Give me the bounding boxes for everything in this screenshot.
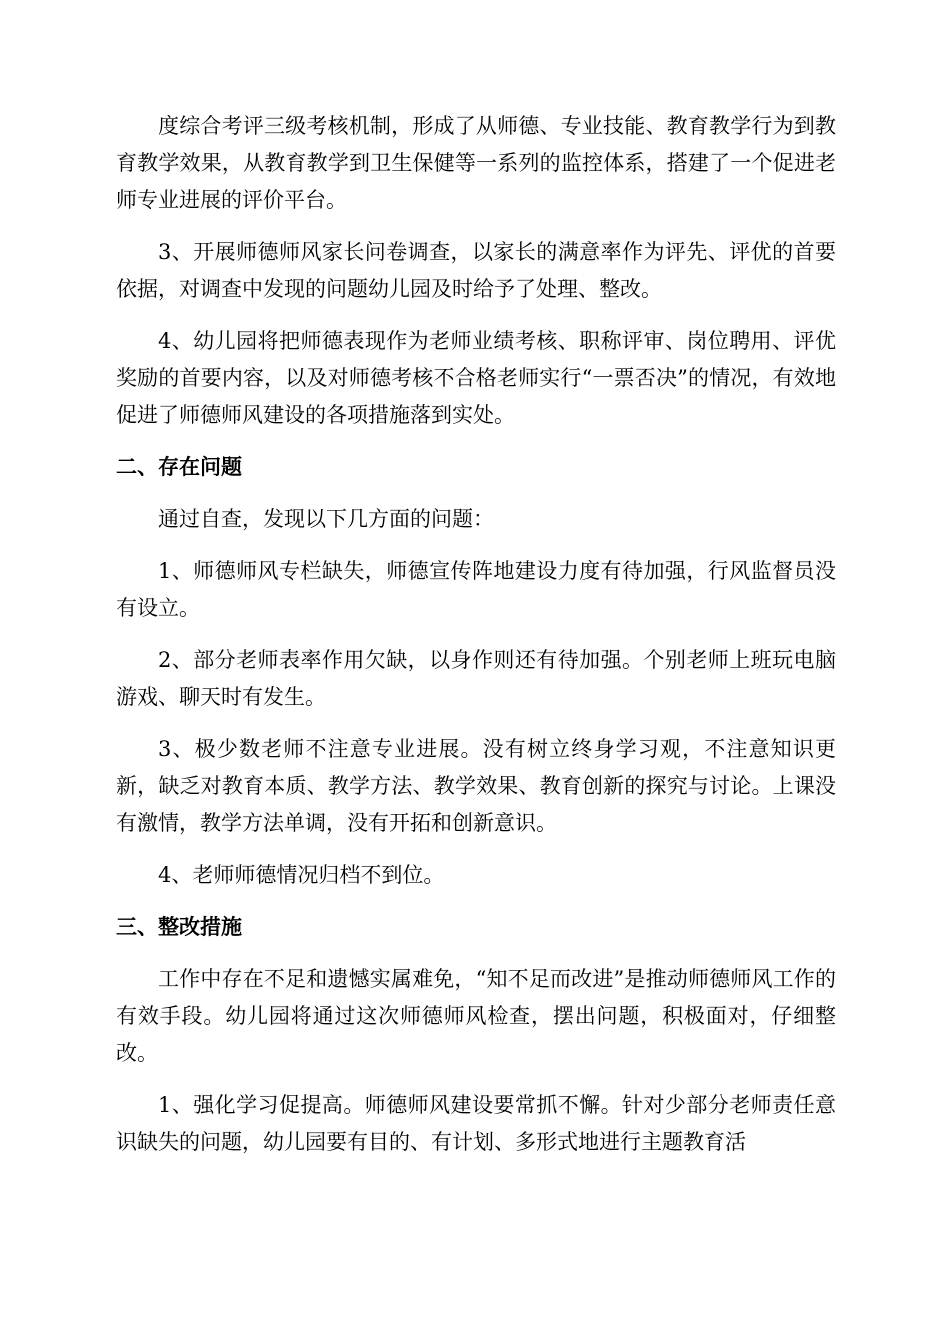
paragraph-parent-survey: 3、开展师德师风家长问卷调查，以家长的满意率作为评先、评优的首要依据，对调查中发现的问题幼儿园及时给予了处理、整改。: [116, 240, 836, 301]
paragraph-problem-2: 2、部分老师表率作用欠缺，以身作则还有待加强。个别老师上班玩电脑游戏、聊天时有发生。: [116, 648, 836, 709]
paragraph-problem-4: 4、老师师德情况归档不到位。: [158, 863, 445, 887]
section-heading-problems: 二、存在问题: [116, 455, 242, 479]
paragraph-evaluation-system: 度综合考评三级考核机制，形成了从师德、专业技能、教育教学行为到教育教学效果，从教育教学到卫生保健等一系列的监控体系，搭建了一个促进老师专业进展的评价平台。: [116, 114, 836, 212]
paragraph-ethics-assessment: 4、幼儿园将把师德表现作为老师业绩考核、职称评审、岗位聘用、评优奖励的首要内容，以及对师德考核不合格老师实行“一票否决”的情况，有效地促进了师德师风建设的各项措施落到实处。: [116, 329, 836, 427]
paragraph-measures-intro: 工作中存在不足和遗憾实属难免，“知不足而改进”是推动师德师风工作的有效手段。幼儿园将通过这次师德师风检查，摆出问题，积极面对，仔细整改。: [116, 967, 836, 1065]
section-heading-measures: 三、整改措施: [116, 915, 242, 939]
paragraph-problems-intro: 通过自查，发现以下几方面的问题：: [158, 507, 494, 531]
paragraph-problem-3: 3、极少数老师不注意专业进展。没有树立终身学习观，不注意知识更新，缺乏对教育本质、教学方法、教学效果、教育创新的探究与讨论。上课没有激情，教学方法单调，没有开拓和创新意识。: [116, 737, 836, 835]
document-page: [116, 108, 836, 1176]
paragraph-measure-1: 1、强化学习促提高。师德师风建设要常抓不懈。针对少部分老师责任意识缺失的问题，幼儿园要有目的、有计划、多形式地进行主题教育活: [116, 1093, 836, 1154]
paragraph-problem-1: 1、师德师风专栏缺失，师德宣传阵地建设力度有待加强，行风监督员没有设立。: [116, 559, 836, 620]
